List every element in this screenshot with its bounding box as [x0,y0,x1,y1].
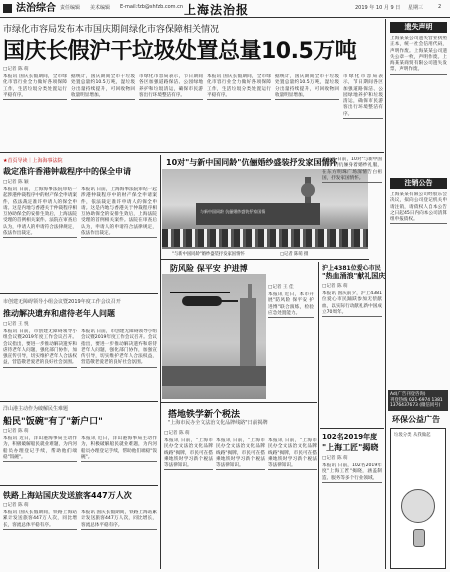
ground-shape [162,366,266,386]
helicopter-photo [162,274,266,399]
center1-body-right: 本报讯 日前，10对"与新中国同龄"的伉俪身着婚纱礼服，在东方明珠广场深情告白祖国，抒发家国情怀。 [322,157,382,258]
center3-byline: □记者 陈 萌 [164,431,190,436]
s1-body-a: 本报讯 日前，上海海事法院审结一起涉港仲裁程序中的财产保全申请案件，依法裁定准许申请人的保全申请。这是内地与香港关于仲裁程序相互协助保全的安排生效后，上海法院受理的首例相关案件。法院在审查后认为，申请人的申请符合法律规定，依法作出裁定。 [3,187,77,291]
mascot-illustration [401,489,435,523]
s1-tag: ★首页导读｜上海海事法院 [3,158,63,164]
helicopter-body [182,296,222,306]
center2-divider [161,402,317,403]
left-column-rule [160,155,161,569]
center3-subtitle: "上海市民办全文法治文化品牌线路"日前揭牌 [168,420,268,426]
right1-divider [320,428,384,429]
side-column-rule [385,19,386,569]
s3-body-a: 本报讯 近日，洋山港海事局主动作为，积极破解船民就业难题，为内河船员办理登记手续，帮助他们端稳"饭碗"。 [3,436,77,483]
right-column-rule [318,262,319,569]
section-name: 法治综合 [2,1,59,16]
center2-byline: □记者 王 佳 [268,285,294,290]
masthead: 上海法治报 [184,3,250,17]
s2-body-a: 本报讯 日前，市创建无障碍领导小组会议暨2019年度工作会议召开。会议指出，要进一步推动解决遗弃和虐待老年人问题，强化部门协作，加强宣传引导，切实维护老年人合法权益，营造敬老爱老的良好社会氛围。 [3,329,77,399]
s3-title-small: 洋山港主动作为破解民生难题 [3,406,69,412]
right1-title-small: 沪上4381位爱心市民 [322,265,381,272]
lead-divider [0,152,384,153]
welfare-slogan: 垃圾分类 从我做起 [394,433,431,438]
notice-text: 上海某某公司遗失营业执照正本，统一社会信用代码，声明作废。上海某某公司遗失公章一枚，声明作废。上海某某商贸有限公司遗失发票，声明作废。 [390,36,447,174]
helicopter-rotor [170,292,230,293]
s1-title: 裁定准许香港钟裁程序中的保全申请 [3,167,131,176]
s4-byline: □记者 陈 萌 [3,503,29,508]
welfare-ad-panel [390,428,446,569]
right2-title-small: 102名2019年度 [322,433,378,441]
right2-title: "上海工匠"揭晓 [322,443,379,452]
right2-body: 本报讯 日前，102名2019年度"上海工匠"揭晓，涵盖制造、服务等多个行业领域。 [322,463,382,569]
s2-title: 推动解决遗弃和虐待老年人问题 [3,309,115,318]
lead-kicker: 市绿化市容局发布本市国庆期间绿化市容保障相关情况 [3,25,220,35]
center2-body: 本报讯 近日，本市开展"防风险 保平安 护进博"联合演练，检验应急处置能力。 [268,292,314,399]
welfare-ad-title: 环保公益广告 [392,415,440,424]
right1-body: 本报讯 国庆前夕，沪上4381位爱心市民踊跃参加无偿献血，以实际行动献礼新中国成立70周年。 [322,291,382,426]
s1-divider [0,293,158,294]
s3-divider [0,485,158,486]
proof-label: 美术编辑 [90,5,111,11]
helicopter-tail [218,300,238,302]
cancel-tab: 注销公告 [390,178,447,189]
issue-weekday: 星期三 [408,5,424,11]
s3-body-b: 本报讯 近日，洋山港海事局主动作为，积极破解船民就业难题，为内河船员办理登记手续，帮助他们端稳"饭碗"。 [81,436,157,483]
s1-byline: □记者 陈 颖 [3,180,29,185]
center3-body-b: 本报讯 日前，"上海市民办全文法治文化品牌线路"揭牌，市民可在搭乘地铁时学习新个税法等法律知识。 [216,438,265,569]
s2-title-small: 市创建无障碍领导小组会议暨2019年度工作会议召开 [3,299,121,305]
lead-para-2: 据统计，国庆期间全市干垃圾处置总量约10.5万吨，湿垃圾分出量持续提升，可回收物回收量明显增加。 [71,74,135,151]
right1-title: "热血涌浪"献礼国庆 [322,272,386,280]
editor-label: 责任编辑 [60,5,81,11]
lead-para-4: 本报讯 国庆长假期间，全市绿化市容行业全力做好各项保障工作，生活垃圾分类处置运行平稳有序。 [207,74,271,151]
right2-byline: □记者 陈 萌 [322,456,348,461]
lead-para-1: 本报讯 国庆长假期间，全市绿化市容行业全力做好各项保障工作，生活垃圾分类处置运行平稳有序。 [3,74,67,151]
center3-body-a: 本报讯 日前，"上海市民办全文法治文化品牌线路"揭牌，市民可在搭乘地铁时学习新个税法等法律知识。 [164,438,213,569]
right1-byline: □记者 陈 萌 [322,284,348,289]
tower-sphere-upper [301,183,315,197]
photo1-credit: □记者 陈萌 摄 [280,252,309,257]
s4-body-b: 本报讯 国庆长假期间，铁路上海站累计发送旅客447万人次，同比增长，客流总体平稳有序。 [81,510,157,570]
s4-title: 铁路上海站国庆发送旅客447万人次 [3,491,132,500]
s2-byline: □记者 王 悦 [3,322,29,327]
ad-contact-box [388,390,448,411]
s1-body-b: 本报讯 日前，上海海事法院审结一起涉港仲裁程序中的财产保全申请案件，依法裁定准许申请人的保全申请。这是内地与香港关于仲裁程序相互协助保全的安排生效后，上海法院受理的首例相关案件。法院在审查后认为，申请人的申请符合法律规定，依法作出裁定。 [81,187,157,291]
ad-line-3: 1376437673 (微信同号) [390,403,441,408]
cancel-text: 上海某某有限公司经股东会决议，拟向公司登记机关申请注销，请债权人自本公告之日起45日内向本公司清算组申报债权。 [390,192,447,386]
center3-title: 搭地铁学新个税法 [168,410,241,420]
ad-line-2: 刊登热线 021-6974 1381 [390,397,443,403]
s3-byline: □记者 陈 萌 [3,429,29,434]
center3-body-c: 本报讯 日前，"上海市民办全文法治文化品牌线路"揭牌，市民可在搭乘地铁时学习新个税法等法律知识。 [268,438,317,569]
s2-divider [0,401,158,402]
s2-body-b: 本报讯 日前，市创建无障碍领导小组会议暨2019年度工作会议召开。会议指出，要进一步推动解决遗弃和虐待老年人问题，强化部门协作，加强宣传引导，切实维护老年人合法权益，营造敬老爱老的良好社会氛围。 [81,329,157,399]
page-number: 2 [438,4,442,10]
lead-para-3: 市绿化市容局表示，节日期间各区加强道路保洁、公园绿地养护和垃圾清运，确保市民游客出行环境整洁有序。 [139,74,203,151]
s3-title: 船民"饭碗"有了"新户口" [3,417,103,427]
ad-line-1: Ad(广告刊登咨询) [390,392,426,397]
page-header [0,0,450,18]
lead-headline: 国庆长假沪干垃圾处置总量10.5万吨 [3,39,357,64]
photo1-caption: "与新中国同龄"婚纱盛装抒发家国情怀 [172,252,245,257]
center1-divider [161,259,369,260]
lead-para-5: 据统计，国庆期间全市干垃圾处置总量约10.5万吨，湿垃圾分出量持续提升，可回收物回收量明显增加。 [275,74,339,151]
photo-banner: 与新中国同龄 伉俪婚纱盛装抒家国情 [200,209,266,214]
center2-title: 防风险 保平安 护进博 [170,264,248,273]
email-label: E-mail:fzb@shfzb.com.cn [120,4,184,10]
trash-bin-illustration [413,529,425,547]
lead-byline: □记者 陈 萌 [3,67,29,72]
lead-para-6: 市绿化市容局表示，节日期间各区加强道路保洁、公园绿地养护和垃圾清运，确保市民游客出行环境整洁有序。 [343,74,383,151]
s4-body-a: 本报讯 国庆长假期间，铁路上海站累计发送旅客447万人次，同比增长，客流总体平稳有序。 [3,510,77,570]
issue-date: 2019 年 10 月 9 日 [355,5,401,11]
notice-tab: 遗失声明 [390,22,447,33]
center1-title: 10对"与新中国同龄"伉俪婚纱盛装抒发家国情怀 [166,158,338,167]
